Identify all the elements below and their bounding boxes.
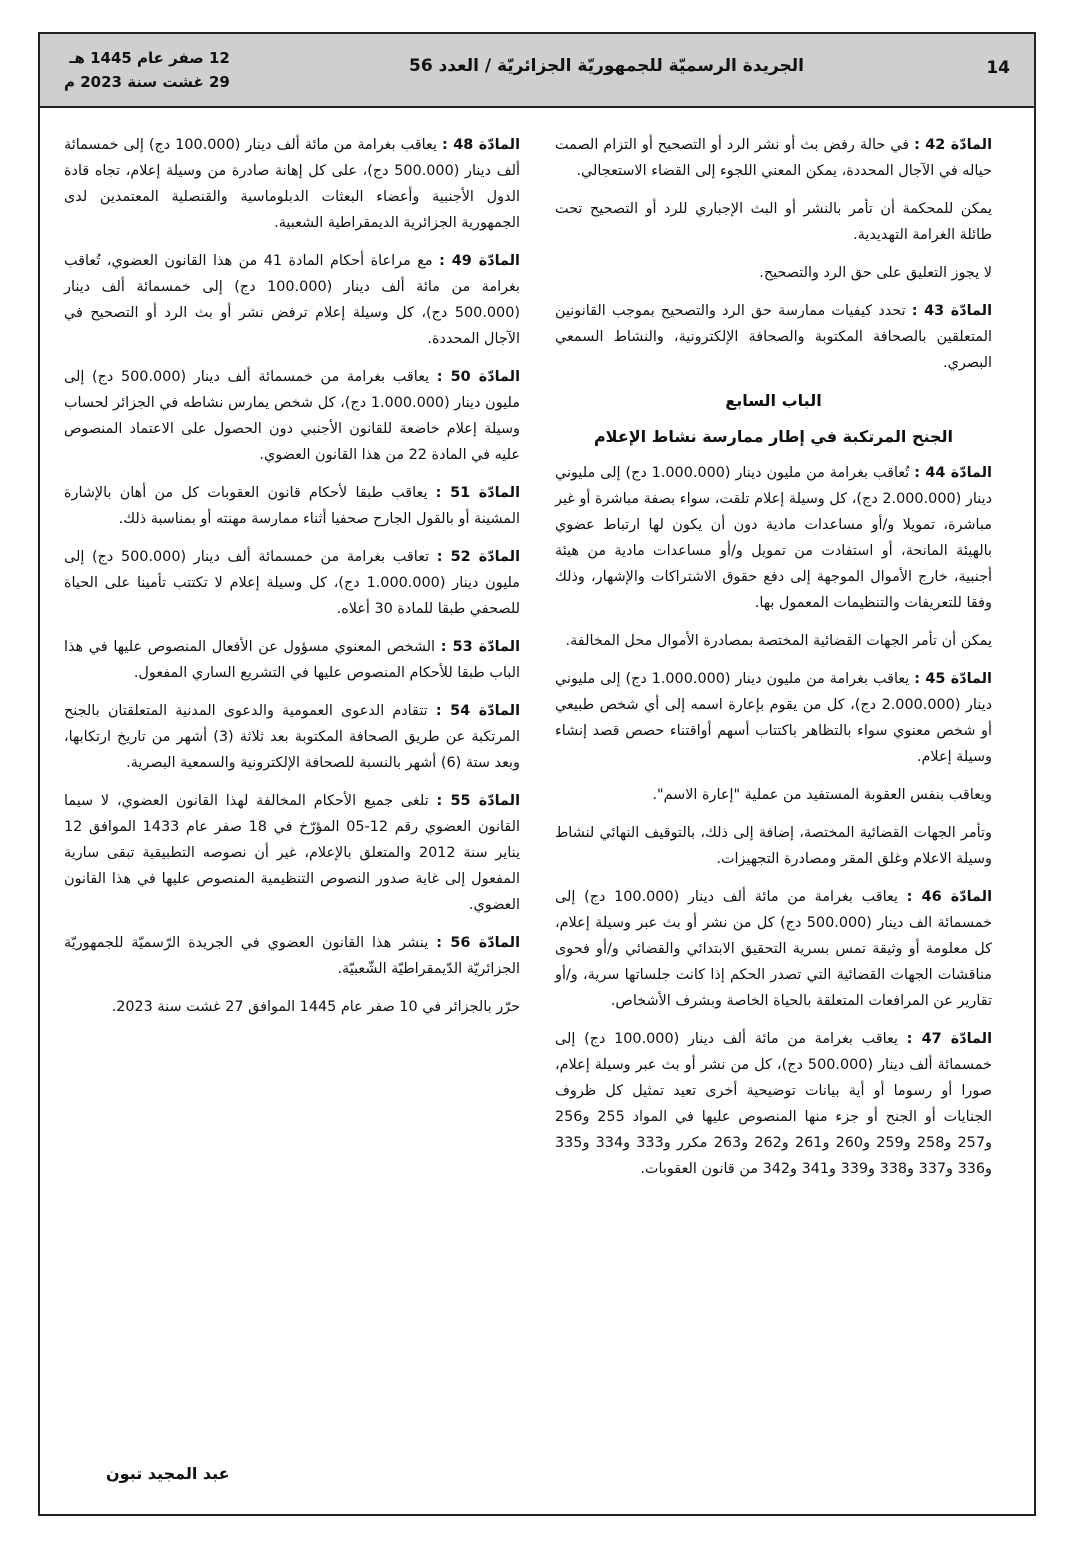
article-text: يمكن للمحكمة أن تأمر بالنشر أو البث الإجباري للرد أو التصحيح تحت طائلة الغرامة التهديدية.	[555, 201, 992, 243]
article-label: المادّة 54 :	[435, 703, 521, 719]
article-paragraph	[555, 666, 992, 770]
article-label: المادّة 52 :	[436, 549, 521, 565]
article-label: المادّة 50 :	[436, 369, 521, 385]
signature: عبد المجيد تبون	[106, 1464, 230, 1483]
chapter-title: الباب السابع	[725, 391, 822, 410]
article-text: تُعاقب بغرامة من مليون دينار (1.000.000 دج) إلى مليوني دينار (2.000.000 دج)، كل وسيلة إعلام تلقت، سواء بصفة مباشرة أو غير مباشرة، تمويلا و/أو مساعدات مادية دون أن يكون لها ارتباط عضوي بالهيئة المانحة، أو استفادت من تمويل و/أو مساعدات مادية من هيئة أجنبية، خارج الأموال الموجهة إلى دفع حقوق الاشتراكات والإشهار، وذلك وفقا للتعريفات والتنظيمات المعمول بها.	[555, 465, 992, 611]
article-paragraph	[555, 132, 992, 184]
article-label: المادّة 44 :	[914, 465, 992, 481]
article-paragraph	[64, 994, 520, 1020]
article-label: المادّة 42 :	[914, 137, 993, 153]
article-text: ينشر هذا القانون العضوي في الجريدة الرّسميّة للجمهوريّة الجزائريّة الدّيمقراطيّة الشّعبيّة.	[64, 935, 520, 977]
article-paragraph	[64, 634, 520, 686]
article-text: يعاقب بغرامة من مائة ألف دينار (100.000 دج) إلى خمسمائة ألف دينار (500.000 دج)، كل من نشر أو بث عبر وسيلة إعلام، صورا أو رسوما أو أية بيانات توضيحية أخرى تعيد تمثيل كل ظروف الجنايات أو الجنح أو جزء منها المنصوص عليها في المواد 255 و256 و257 و258 و259 و260 و261 و262 و263 مكرر و333 و334 و335 و336 و337 و338 و339 و341 و342 من قانون العقوبات.	[555, 1031, 992, 1177]
article-text: ويعاقب بنفس العقوبة المستفيد من عملية "إعارة الاسم".	[652, 787, 992, 803]
left-column	[64, 132, 520, 1032]
issue-date	[64, 46, 230, 94]
article-paragraph	[64, 480, 520, 532]
article-label: المادّة 48 :	[442, 137, 521, 153]
journal-title: الجريدة الرسميّة للجمهوريّة الجزائريّة / العدد 56	[408, 56, 804, 76]
article-label: المادّة 53 :	[440, 639, 521, 655]
article-text: وتأمر الجهات القضائية المختصة، إضافة إلى ذلك، بالتوقيف النهائي لنشاط وسيلة الاعلام وغلق المقر ومصادرة التجهيزات.	[555, 825, 992, 867]
article-paragraph	[555, 460, 992, 616]
article-paragraph	[64, 698, 520, 776]
article-label: المادّة 56 :	[436, 935, 521, 951]
article-paragraph	[555, 298, 992, 376]
article-label: المادّة 49 :	[439, 253, 520, 269]
article-text: تلغى جميع الأحكام المخالفة لهذا القانون العضوي، لا سيما القانون العضوي رقم 12-05 المؤرّخ في 18 صفر عام 1433 الموافق 12 يناير سنة 2012 والمتعلق بالإعلام، غير أن نصوصه التطبيقية تبقى سارية المفعول إلى غاية صدور النصوص التنظيمية المنصوص عليها في هذا القانون العضوي.	[64, 793, 520, 913]
article-text: يمكن أن تأمر الجهات القضائية المختصة بمصادرة الأموال محل المخالفة.	[565, 633, 992, 649]
article-text: يعاقب بغرامة من مليون دينار (1.000.000 دج) إلى مليوني دينار (2.000.000 دج)، كل من يقوم بإعارة اسمه إلى أي شخص طبيعي أو شخص معنوي سواء بالتظاهر باكتتاب أسهم أواقتناء حصص قصد إنشاء وسيلة إعلام.	[555, 671, 993, 765]
article-label: المادّة 43 :	[911, 303, 993, 319]
page-number: 14	[986, 58, 1010, 78]
article-text: يعاقب بغرامة من مائة ألف دينار (100.000 دج) إلى خمسمائة ألف دينار (500.000 دج)، على كل إهانة صادرة من وسيلة إعلام، تجاه قادة الدول الأجنبية وأعضاء البعثات الدبلوماسية والقنصلية المعتمدين لدى الجمهورية الجزائرية الديمقراطية الشعبية.	[64, 137, 520, 231]
article-text: يعاقب بغرامة من مائة ألف دينار (100.000 دج) إلى خمسمائة الف دينار (500.000 دج) كل من نشر أو بث عبر وسيلة إعلام، كل معلومة أو وثيقة تمس بسرية التحقيق الابتدائي والقضائي و/أو فحوى مناقشات الجهات القضائية التي تصدر الحكم إذا كانت جلساتها سرية، و/أو تقارير عن المرافعات المتعلقة بالحياة الخاصة وبشرف الأشخاص.	[555, 889, 993, 1009]
article-paragraph	[64, 544, 520, 622]
date-gregorian: 29 غشت سنة 2023 م	[64, 73, 230, 91]
article-text: تعاقب بغرامة من خمسمائة ألف دينار (500.000 دج) إلى مليون دينار (1.000.000 دج)، كل وسيلة إعلام لا تكتتب تأمينا على الحياة للصحفي طبقا للمادة 30 أعلاه.	[64, 549, 521, 617]
article-text: الشخص المعنوي مسؤول عن الأفعال المنصوص عليها في هذا الباب طبقا للأحكام المنصوص عليها في التشريع الساري المفعول.	[64, 639, 520, 681]
article-text: تتقادم الدعوى العمومية والدعوى المدنية المتعلقتان بالجنح المرتكبة عن طريق الصحافة المكتوبة بعد ثلاثة (3) أشهر من تاريخ ارتكابها، وبعد ستة (6) أشهر بالنسبة للصحافة الإلكترونية والسمعية البصرية.	[64, 703, 520, 771]
article-text: يعاقب بغرامة من خمسمائة ألف دينار (500.000 دج) إلى مليون دينار (1.000.000 دج)، كل شخص يمارس نشاطه في الجزائر لحساب وسيلة إعلام خاضعة للقانون الأجنبي دون الحصول على الاعتماد المنصوص عليه في المادة 22 من هذا القانون العضوي.	[64, 369, 520, 463]
article-paragraph	[555, 782, 992, 808]
article-label: المادّة 51 :	[435, 485, 520, 501]
article-text: في حالة رفض بث أو نشر الرد أو التصحيح أو التزام الصمت حياله في الآجال المحددة، يمكن المعني اللجوء إلى القضاء الاستعجالي.	[555, 137, 992, 179]
article-paragraph	[555, 820, 992, 872]
article-label: المادّة 46 :	[906, 889, 993, 905]
article-text: لا يجوز التعليق على حق الرد والتصحيح.	[759, 265, 992, 281]
article-text: يعاقب طبقا لأحكام قانون العقوبات كل من أهان بالإشارة المشينة أو بالقول الجارح صحفيا أثناء ممارسة مهنته أو بمناسبة ذلك.	[64, 485, 520, 527]
article-paragraph	[64, 788, 520, 918]
article-text: حرّر بالجزائر في 10 صفر عام 1445 الموافق 27 غشت سنة 2023.	[111, 999, 520, 1015]
article-paragraph	[64, 248, 520, 352]
article-paragraph	[64, 364, 520, 468]
article-label: المادّة 45 :	[914, 671, 992, 687]
article-paragraph	[64, 930, 520, 982]
page-header	[38, 32, 1036, 108]
article-label: المادّة 47 :	[906, 1031, 993, 1047]
chapter-subtitle: الجنح المرتكبة في إطار ممارسة نشاط الإعلام	[593, 427, 954, 446]
right-column	[555, 132, 992, 1194]
article-text: مع مراعاة أحكام المادة 41 من هذا القانون العضوي، تُعاقب بغرامة من مائة ألف دينار (100.000 دج) إلى خمسمائة ألف دينار (500.000 دج)، كل وسيلة إعلام ترفض نشر أو بث الرد أو التصحيح في الآجال المحددة.	[64, 253, 520, 347]
article-text: تحدد كيفيات ممارسة حق الرد والتصحيح بموجب القانونين المتعلقين بالصحافة المكتوبة والصحافة الإلكترونية، والنشاط السمعي البصري.	[555, 303, 992, 371]
article-paragraph	[555, 260, 992, 286]
article-paragraph	[555, 196, 992, 248]
date-hijri: 12 صفر عام 1445 هـ	[69, 49, 230, 67]
article-label: المادّة 55 :	[436, 793, 521, 809]
article-paragraph	[555, 1026, 992, 1182]
article-paragraph	[555, 628, 992, 654]
article-paragraph	[64, 132, 520, 236]
article-paragraph	[555, 884, 992, 1014]
